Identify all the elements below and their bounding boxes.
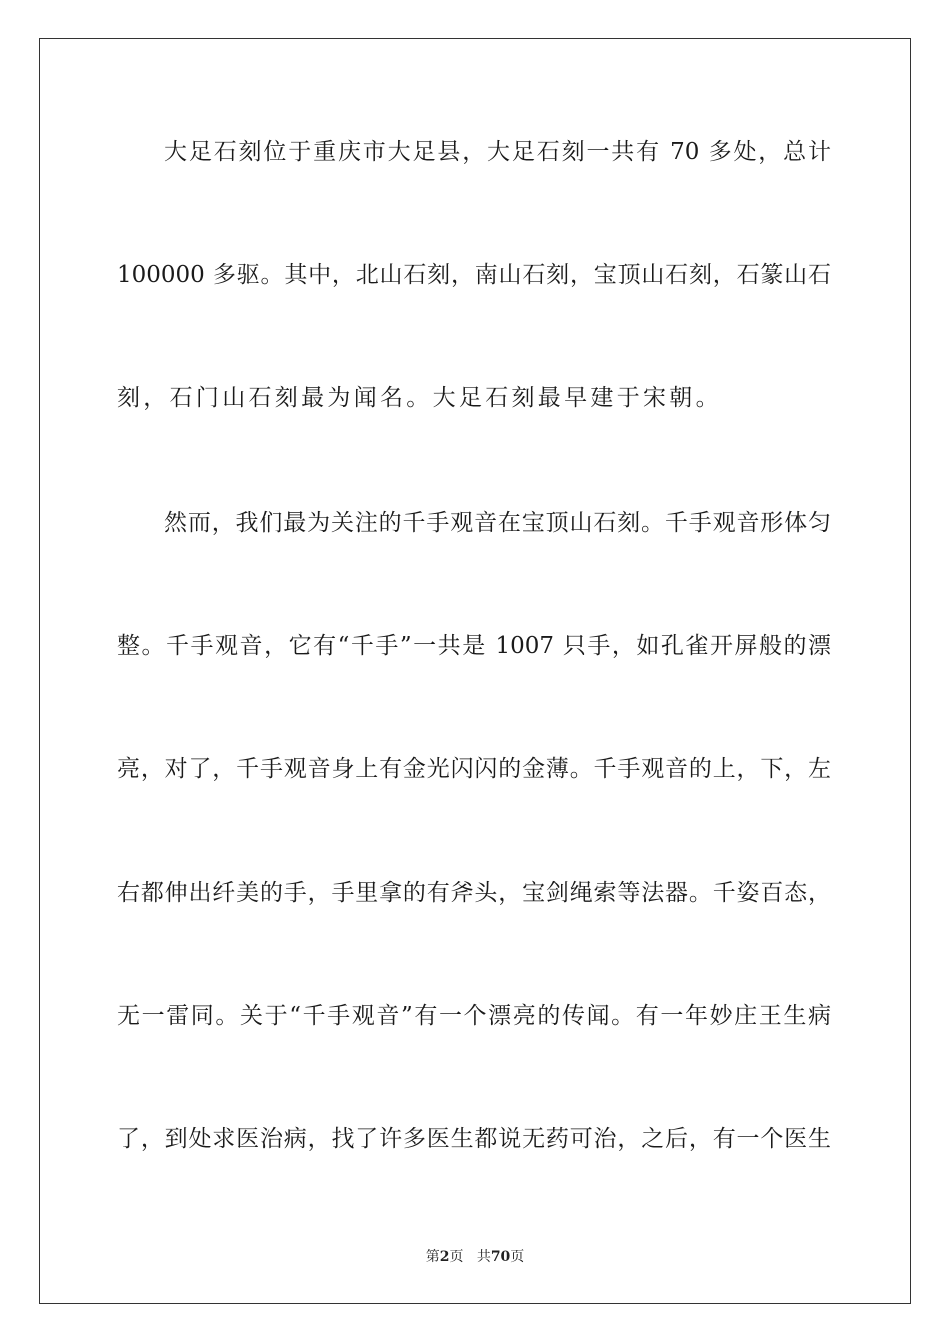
- page-border: [39, 38, 911, 1304]
- total-prefix: 共: [476, 1249, 491, 1265]
- text-line-8: 无一雷同。关于“千手观音”有一个漂亮的传闻。有一年妙庄王生病: [117, 1003, 831, 1029]
- page-prefix: 第: [425, 1249, 440, 1265]
- text-line-1: 大足石刻位于重庆市大足县，大足石刻一共有 70 多处，总计: [164, 139, 831, 165]
- text-line-5: 整。千手观音，它有“千手”一共是 1007 只手，如孔雀开屏般的漂: [117, 633, 831, 659]
- text-line-3: 刻，石门山石刻最为闻名。大足石刻最早建于宋朝。: [117, 385, 722, 411]
- text-line-2: 100000 多驱。其中，北山石刻，南山石刻，宝顶山石刻，石篆山石: [117, 262, 831, 288]
- page-footer: [0, 1247, 950, 1267]
- total-suffix: 页: [510, 1249, 525, 1265]
- text-line-9: 了，到处求医治病，找了许多医生都说无药可治，之后，有一个医生: [117, 1126, 831, 1152]
- text-line-6: 亮，对了，千手观音身上有金光闪闪的金薄。千手观音的上，下，左: [117, 756, 831, 782]
- total-pages: 70: [490, 1249, 511, 1265]
- page-suffix: 页: [449, 1249, 464, 1265]
- text-line-7: 右都伸出纤美的手，手里拿的有斧头，宝剑绳索等法器。千姿百态，: [117, 880, 831, 906]
- page-number: 2: [439, 1249, 450, 1265]
- text-line-4: 然而，我们最为关注的千手观音在宝顶山石刻。千手观音形体匀: [164, 510, 831, 536]
